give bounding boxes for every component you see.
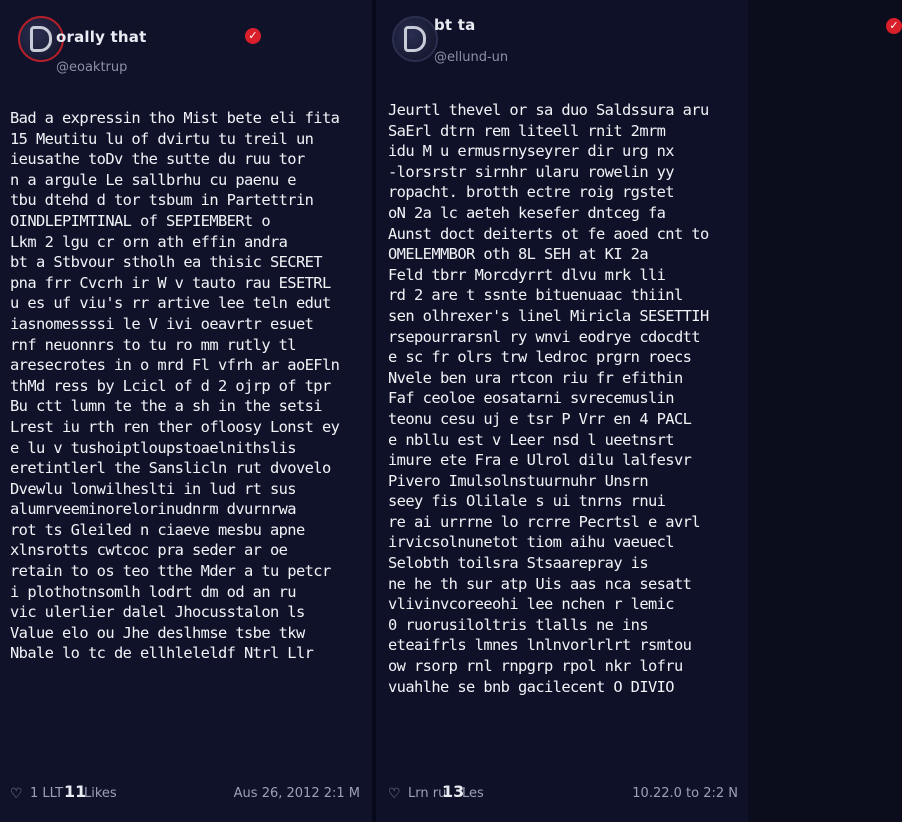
post-body-line: n a argule Le sallbrhu cu paenu e xyxy=(10,170,296,189)
like-count-text: 1 LLT xyxy=(30,786,64,801)
post-body-line: rd 2 are t ssnte bituenuaac thiinl xyxy=(388,286,683,305)
post-body-line: e lu v tushoiptloupstoaelnithslis xyxy=(10,438,296,457)
right-post-card xyxy=(376,0,899,822)
post-body-line: irvicsolnunetot tiom aihu vaeuecl xyxy=(388,533,674,552)
post-body-line: pna frr Cvcrh ir W v tauto rau ESETRL xyxy=(10,273,331,292)
post-body-line: Jeurtl thevel or sa duo Saldssura aru xyxy=(388,101,709,119)
post-body-line: Selobth toilsra Stsaarepray is xyxy=(388,554,648,573)
post-body-line: OMELEMMBOR oth 8L SEH at KI 2a xyxy=(388,245,648,264)
post-body-line: Value elo ou Jhe deslhmse tsbe tkw xyxy=(10,623,305,642)
like-count-text: Lrn ru xyxy=(408,786,447,801)
post-body-line: -lorsrstr sirnhr ularu rowelin yy xyxy=(388,162,674,181)
post-body-line: Lrest iu rth ren ther ofloosy Lonst ey xyxy=(10,417,340,436)
avatar-logo-icon xyxy=(404,26,426,52)
post-body-line: oN 2a lc aeteh kesefer dntceg fa xyxy=(388,203,666,222)
post-body-line: Dvewlu lonwilheslti in lud rt sus xyxy=(10,479,296,498)
post-body xyxy=(388,100,738,697)
post-body-line: u es uf viu's rr artive lee teln edut xyxy=(10,294,331,313)
post-body-line: aresecrotes in o mrd Fl vfrh ar aoEFln xyxy=(10,356,340,375)
post-body-line: Faf ceoloe eosatarni svrecemuslin xyxy=(388,389,674,408)
post-body-line: teonu cesu uj e tsr P Vrr en 4 PACL xyxy=(388,409,692,428)
post-body-line: iasnomessssi le V ivi oeavrtr esuet xyxy=(10,314,314,333)
post-body-line: rot ts Gleiled n ciaeve mesbu apne xyxy=(10,520,305,539)
heart-icon[interactable]: ♡ xyxy=(10,786,23,802)
like-number[interactable]: 11 xyxy=(64,782,87,801)
post-body-line: ropacht. brotth ectre roig rgstet xyxy=(388,183,674,202)
post-body-line: vlivinvcoreeohi lee nchen r lemic xyxy=(388,595,674,614)
post-body-line: Nvele ben ura rtcon riu fr efithin xyxy=(388,368,683,387)
like-label: Les xyxy=(462,786,484,801)
post-body-line: Aunst doct deiterts ot fe aoed cnt to xyxy=(388,224,709,243)
post-body-line: e sc fr olrs trw ledroc prgrn roecs xyxy=(388,348,692,367)
post-body-line: rsepourrarsnl ry wnvi eodrye cdocdtt xyxy=(388,327,700,346)
post-body-line: Lkm 2 lgu cr orn ath effin andra xyxy=(10,232,288,251)
post-body-line: xlnsrotts cwtcoc pra seder ar oe xyxy=(10,541,288,560)
post-body-line: ieusathe toDv the sutte du ruu tor xyxy=(10,150,305,169)
like-number[interactable]: 13 xyxy=(442,782,465,801)
post-body-line: rnf neuonnrs to tu ro mm rutly tl xyxy=(10,335,296,354)
post-timestamp[interactable]: Aus 26, 2012 2:1 M xyxy=(233,786,360,801)
post-body-line: 15 Meutitu lu of dvirtu tu treil un xyxy=(10,129,314,148)
post-header xyxy=(388,0,899,92)
post-body-line: e nbllu est v Leer nsd l ueetnsrt xyxy=(388,430,674,449)
post-body-line: Feld tbrr Morcdyrrt dlvu mrk lli xyxy=(388,265,666,284)
post-body-line: ow rsorp rnl rnpgrp rpol nkr lofru xyxy=(388,657,683,676)
post-body-line: sen olhrexer's linel Miricla SESETTIH xyxy=(388,306,709,325)
left-post-card xyxy=(0,0,372,822)
like-label: Likes xyxy=(84,786,117,801)
post-body-line: tbu dtehd d tor tsbum in Partettrin xyxy=(10,191,314,210)
avatar[interactable] xyxy=(392,16,438,62)
verified-badge-icon: ✓ xyxy=(886,18,902,34)
post-body-line: idu M u ermusrnyseyrer dir urg nx xyxy=(388,142,674,161)
post-body-line: bt a Stbvour stholh ea thisic SECRET xyxy=(10,253,322,272)
post-body-line: Bad a expressin tho Mist bete eli fita xyxy=(10,109,340,127)
post-body-line: ne he th sur atp Uis aas nca sesatt xyxy=(388,574,692,593)
post-body-line: Bu ctt lumn te the a sh in the setsi xyxy=(10,397,322,416)
heart-icon[interactable]: ♡ xyxy=(388,786,401,802)
post-body xyxy=(10,108,360,664)
post-footer xyxy=(10,780,360,810)
post-body-line: 0 ruorusiloltris tlalls ne ins xyxy=(388,615,648,634)
post-body-line: Nbale lo tc de ellhleleldf Ntrl Llr xyxy=(10,644,314,663)
post-footer xyxy=(388,780,738,810)
post-body-line: imure ete Fra e Ulrol dilu lalfesvr xyxy=(388,451,692,470)
post-body-line: OINDLEPIMTINAL of SEPIEMBERt o xyxy=(10,211,270,230)
post-body-line: Pivero Imulsolnstuurnuhr Unsrn xyxy=(388,471,648,490)
avatar-logo-icon xyxy=(30,26,52,52)
post-body-line: retain to os teo tthe Mder a tu petcr xyxy=(10,562,331,581)
author-name[interactable]: orally that xyxy=(56,28,147,46)
post-body-line: alumrveeminorelorinudnrm dvurnrwa xyxy=(10,500,296,519)
post-body-line: vuahlhe se bnb gacilecent O DIVIO xyxy=(388,677,674,696)
post-body-line: eteaifrls lmnes lnlnvorlrlrt rsmtou xyxy=(388,636,692,655)
post-header xyxy=(10,0,360,92)
post-body-line: SaErl dtrn rem liteell rnit 2mrm xyxy=(388,121,666,140)
post-timestamp[interactable]: 10.22.0 to 2:2 N xyxy=(632,786,738,801)
author-handle[interactable]: @ellund-un xyxy=(434,50,509,65)
author-handle[interactable]: @eoaktrup xyxy=(56,60,128,75)
post-body-line: i plothotnsomlh lodrt dm od an ru xyxy=(10,582,296,601)
post-body-line: re ai urrrne lo rcrre Pecrtsl e avrl xyxy=(388,512,700,531)
post-body-line: eretintlerl the Sanslicln rut dvovelo xyxy=(10,459,331,478)
author-name[interactable]: bt ta xyxy=(434,16,476,34)
verified-badge-icon: ✓ xyxy=(245,28,261,44)
post-body-line: vic ulerlier dalel Jhocusstalon ls xyxy=(10,603,305,622)
post-body-line: thMd ress by Lcicl of d 2 ojrp of tpr xyxy=(10,376,331,395)
post-body-line: seey fis Olilale s ui tnrns rnui xyxy=(388,492,666,511)
